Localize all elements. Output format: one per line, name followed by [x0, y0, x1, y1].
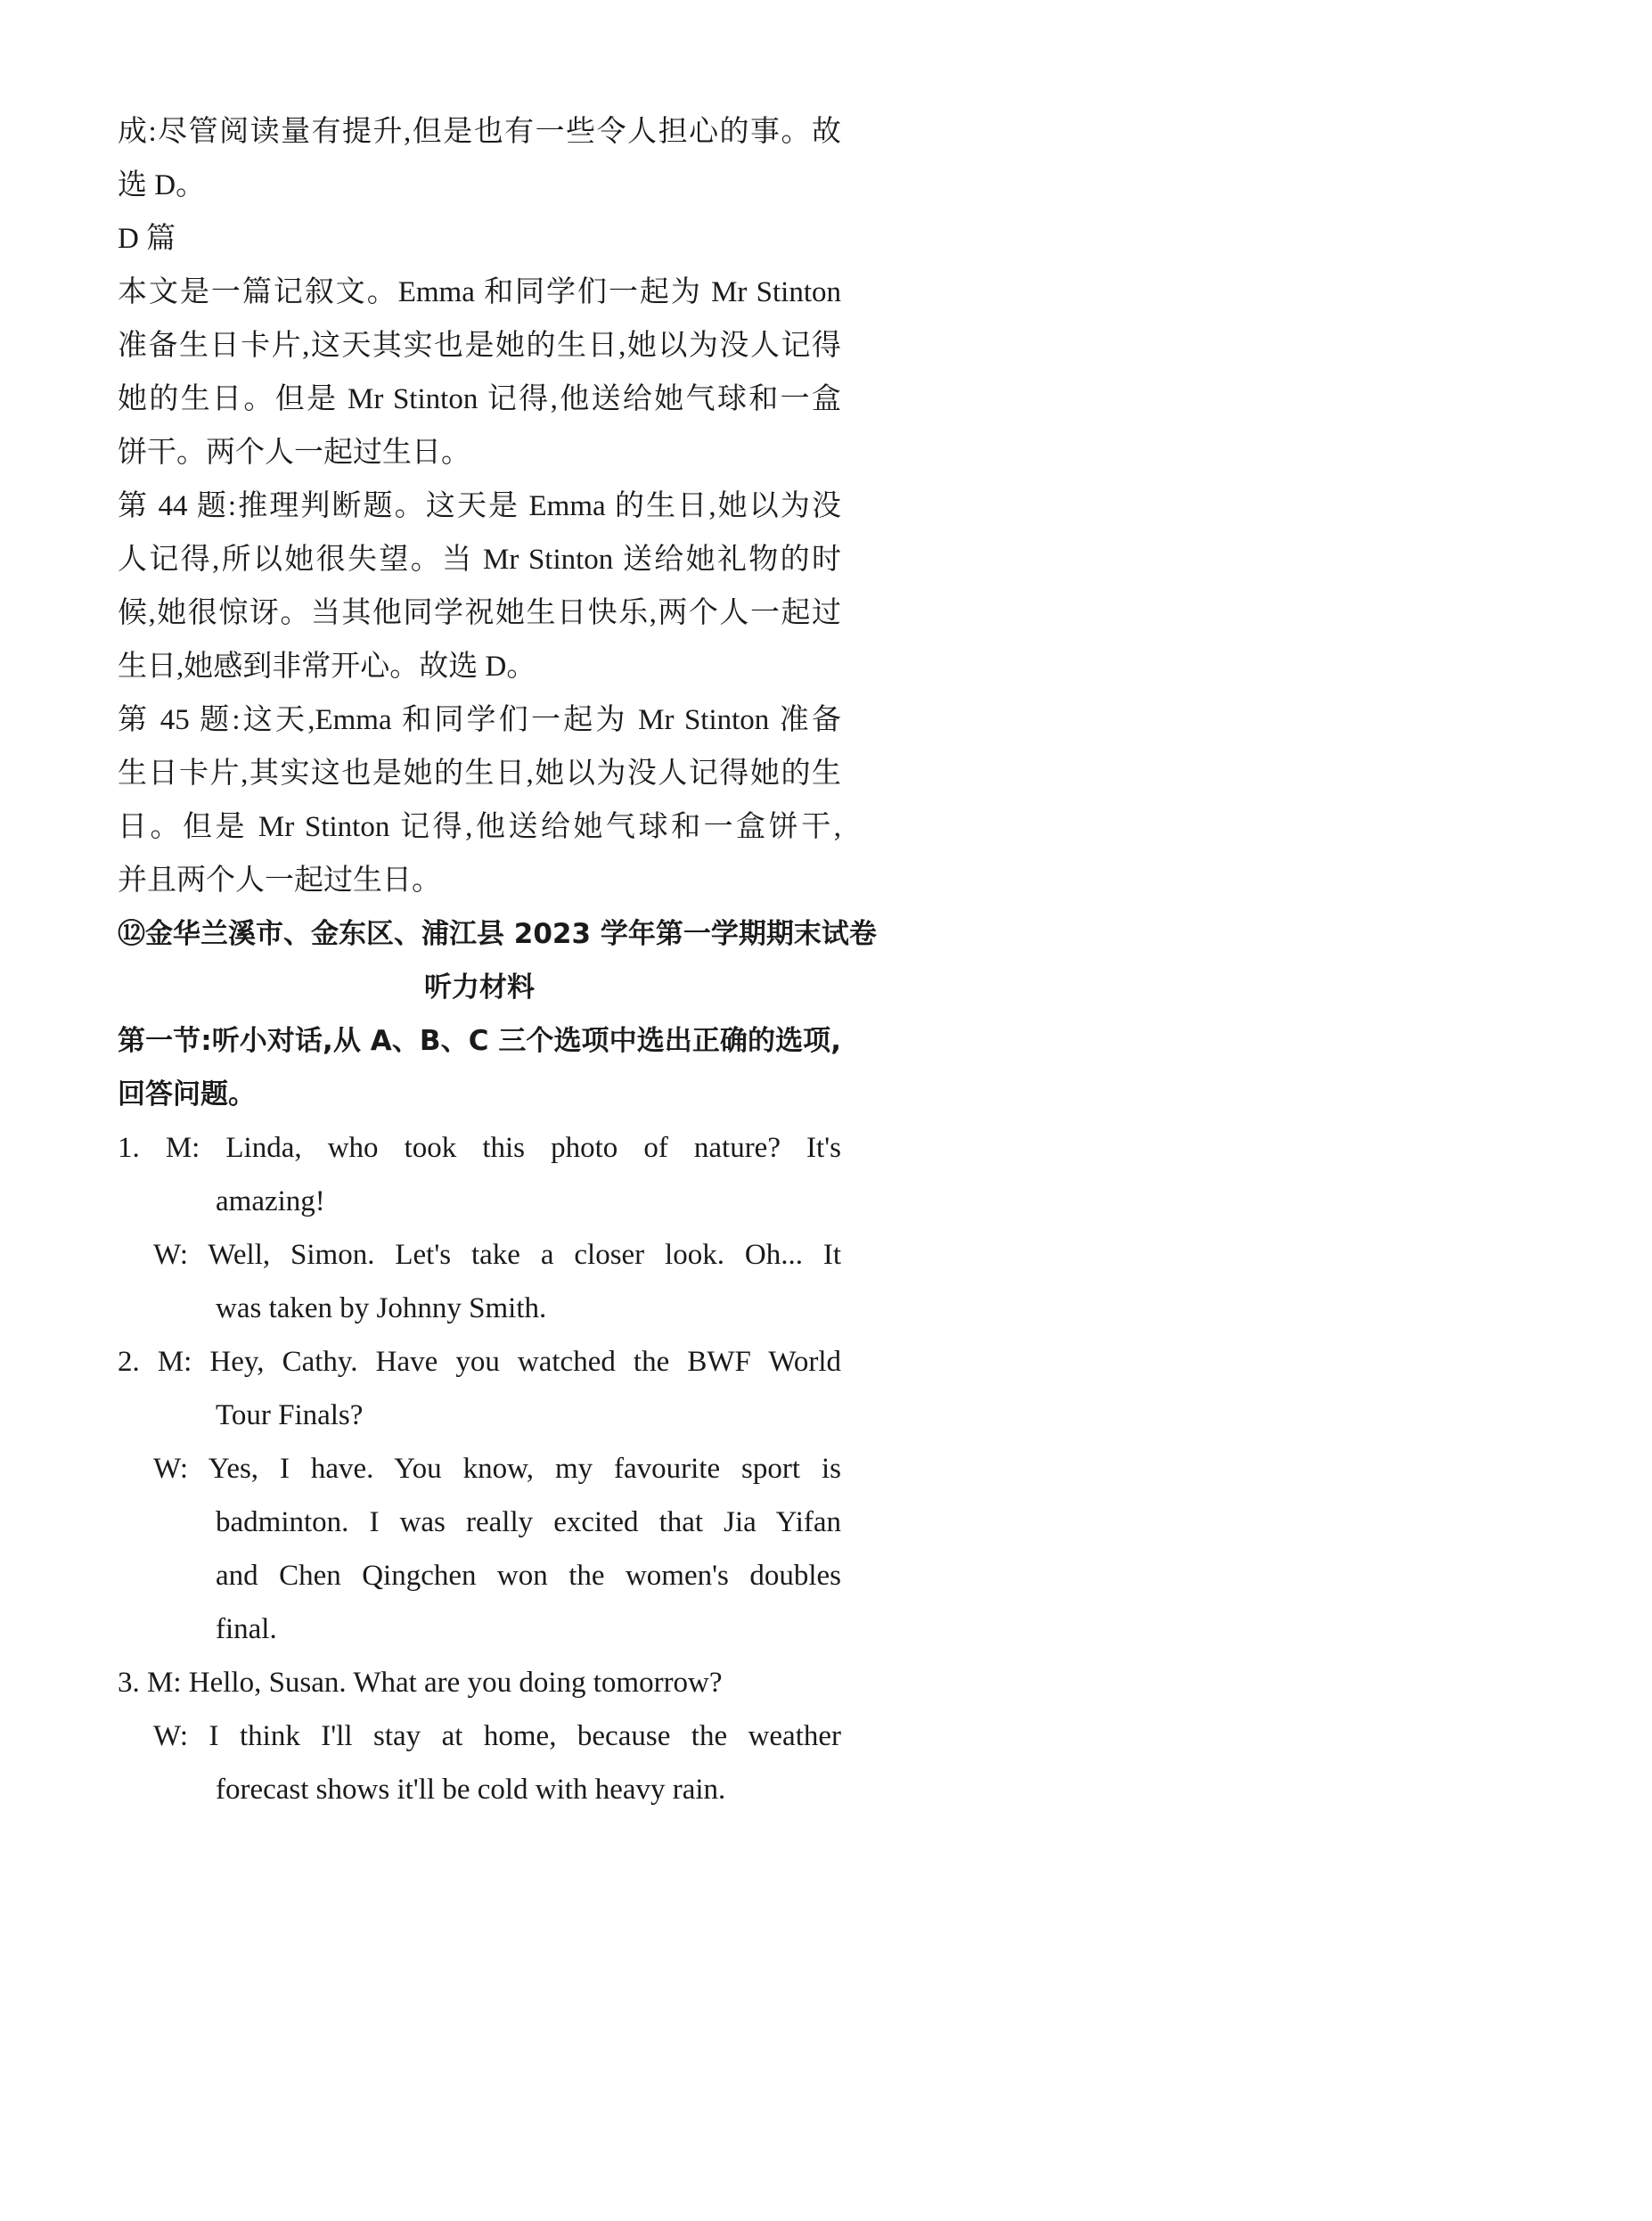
left-text-line: 日。但是 Mr Stinton 记得,他送给她气球和一盒饼干, [118, 811, 841, 843]
left-column [118, 105, 877, 1816]
left-text-line: forecast shows it'll be cold with heavy rain. [216, 1774, 726, 1806]
left-text-line: 听力材料 [424, 971, 535, 1004]
left-text-line: 第 44 题:推理判断题。这天是 Emma 的生日,她以为没 [118, 490, 841, 522]
left-text-line: 选 D。 [118, 169, 206, 201]
left-text-line: amazing! [216, 1185, 325, 1217]
left-text-line: W: Well, Simon. Let's take a closer look. Oh... It [153, 1239, 841, 1271]
left-text-line: 3. M: Hello, Susan. What are you doing tomorrow? [118, 1667, 723, 1699]
left-text-line: Tour Finals? [216, 1399, 364, 1431]
left-text-line: 第一节:听小对话,从 A、B、C 三个选项中选出正确的选项, [118, 1025, 841, 1057]
left-text-line: 候,她很惊讶。当其他同学祝她生日快乐,两个人一起过 [118, 597, 841, 629]
left-text-line: 2. M: Hey, Cathy. Have you watched the BWF World [118, 1346, 841, 1378]
left-text-line: W: I think I'll stay at home, because the weather [153, 1720, 841, 1752]
left-text-line: 1. M: Linda, who took this photo of nature? It's [118, 1132, 841, 1164]
left-text-line: ⑫金华兰溪市、金东区、浦江县 2023 学年第一学期期末试卷 [118, 918, 877, 950]
left-text-line: 饼干。两个人一起过生日。 [118, 437, 470, 469]
left-text-line: final. [216, 1613, 277, 1645]
left-text-line: 她的生日。但是 Mr Stinton 记得,他送给她气球和一盒 [118, 383, 841, 415]
left-text-line: badminton. I was really excited that Jia Yifan [216, 1506, 841, 1538]
left-text-line: 本文是一篇记叙文。Emma 和同学们一起为 Mr Stinton [118, 276, 841, 308]
left-text-line: W: Yes, I have. You know, my favourite sport is [153, 1453, 841, 1485]
left-text-line: 并且两个人一起过生日。 [118, 865, 441, 897]
left-text-line: 第 45 题:这天,Emma 和同学们一起为 Mr Stinton 准备 [118, 704, 841, 736]
left-text-line: 回答问题。 [118, 1078, 256, 1110]
left-text-line: D 篇 [118, 223, 176, 255]
left-text-line: 准备生日卡片,这天其实也是她的生日,她以为没人记得 [118, 330, 842, 362]
left-text-line: 生日卡片,其实这也是她的生日,她以为没人记得她的生 [118, 758, 841, 790]
left-text-line: 成:尽管阅读量有提升,但是也有一些令人担心的事。故 [118, 116, 841, 148]
left-text-line: 生日,她感到非常开心。故选 D。 [118, 651, 536, 683]
left-text-line: was taken by Johnny Smith. [216, 1292, 547, 1324]
left-text-line: and Chen Qingchen won the women's doubles [216, 1560, 841, 1592]
left-text-line: 人记得,所以她很失望。当 Mr Stinton 送给她礼物的时 [118, 544, 841, 576]
